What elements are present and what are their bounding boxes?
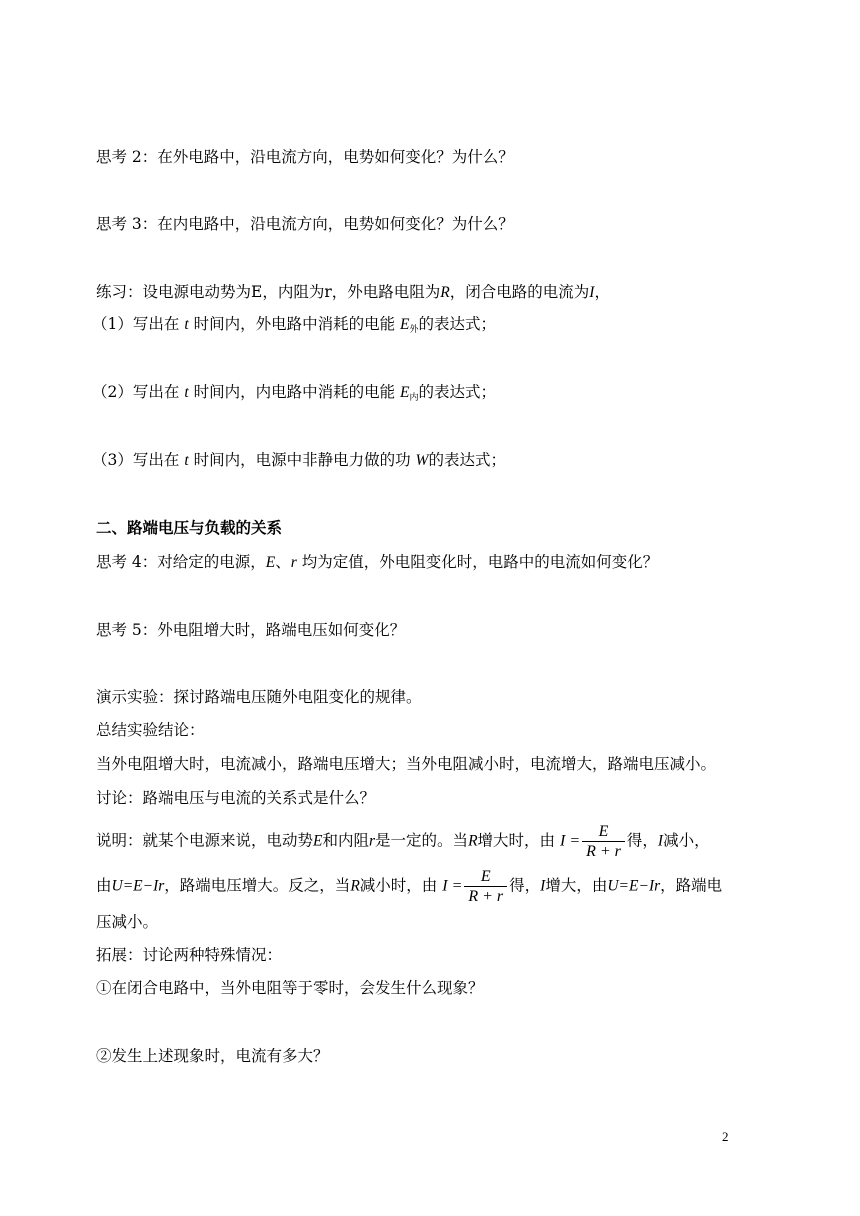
- exercise-intro: [96, 281, 790, 304]
- formula-lhs: I =: [559, 832, 581, 850]
- text: 和内阻: [322, 831, 369, 850]
- symbol-r: r: [369, 832, 376, 850]
- text: 增大时，由: [477, 831, 556, 850]
- think-4: [96, 551, 790, 574]
- case-1: ①在闭合电路中，当外电阻等于零时，会发生什么现象？: [96, 979, 484, 997]
- text: 是一定的。当: [375, 831, 469, 850]
- formula-U: U=E−Ir: [607, 877, 661, 895]
- text: 减小时，由: [359, 876, 438, 895]
- explanation-line-3: 压减小。: [96, 913, 159, 931]
- symbol-E: E: [251, 283, 263, 301]
- symbol-W: W: [415, 452, 429, 469]
- symbol-E: E: [265, 554, 276, 571]
- symbol-I: I: [589, 284, 595, 301]
- explanation-line-2: [96, 867, 790, 906]
- subscript: 内: [409, 393, 419, 403]
- text: （3）写出在: [92, 451, 180, 469]
- think-3: 思考 3：在内电路中，沿电流方向，电势如何变化？为什么？: [96, 215, 514, 233]
- formula-lhs: I =: [442, 877, 463, 895]
- symbol-t: t: [184, 316, 189, 333]
- symbol-t: t: [184, 452, 189, 469]
- think-5: 思考 5：外电阻增大时，路端电压如何变化？: [96, 621, 406, 639]
- page-number: 2: [722, 1129, 729, 1144]
- conclusion: 当外电阻增大时，电流减小，路端电压增大；当外电阻减小时，电流增大，路端电压减小。: [96, 755, 717, 773]
- text: 减小，: [663, 831, 710, 850]
- denominator: R + r: [586, 843, 621, 860]
- demo-experiment: 演示实验：探讨路端电压随外电阻变化的规律。: [96, 688, 422, 706]
- text: 的表达式；: [428, 451, 506, 469]
- text: 的表达式；: [418, 315, 497, 333]
- symbol-I: I: [540, 877, 546, 895]
- symbol-r: r: [324, 283, 332, 301]
- text: 思考 4：对给定的电源，: [96, 553, 266, 571]
- question-3: [92, 449, 790, 472]
- text: ，外电路电阻为: [331, 283, 441, 301]
- text: 练习：设电源电动势为: [96, 283, 252, 301]
- text: （2）写出在: [92, 383, 180, 401]
- symbol-R: R: [440, 284, 450, 301]
- fraction: [464, 867, 507, 906]
- summary-label: 总结实验结论：: [96, 721, 205, 739]
- text: 由: [96, 876, 112, 895]
- symbol-E: E: [400, 316, 410, 333]
- question-2: [92, 381, 790, 409]
- symbol-r: r: [290, 554, 297, 571]
- case-2: ②发生上述现象时，电流有多大？: [96, 1047, 329, 1065]
- text: ，路端电: [660, 876, 723, 895]
- text: 增大，由: [545, 876, 608, 895]
- text: ，内阻为: [262, 283, 325, 301]
- text: 说明：就某个电源来说，电动势: [96, 831, 314, 850]
- text: （1）写出在: [92, 315, 180, 333]
- text: ，闭合电路的电流为: [449, 283, 590, 301]
- extension: 拓展：讨论两种特殊情况：: [96, 946, 283, 964]
- formula-U: U=E−Ir: [111, 877, 165, 895]
- explanation-line-1: [96, 822, 790, 861]
- question-1: [92, 313, 790, 341]
- numerator: E: [464, 867, 507, 887]
- text: 得，: [509, 876, 541, 895]
- think-2: 思考 2：在外电路中，沿电流方向，电势如何变化？为什么？: [96, 148, 514, 166]
- text: 时间内，外电路中消耗的电能: [193, 315, 396, 333]
- symbol-t: t: [184, 384, 189, 401]
- separator: 、: [275, 553, 291, 571]
- text: 均为定值，外电阻变化时，电路中的电流如何变化？: [301, 553, 659, 571]
- text: ，路端电压增大。反之，当: [164, 876, 351, 895]
- symbol-E: E: [400, 384, 410, 401]
- text: 的表达式；: [418, 383, 497, 401]
- numerator: E: [582, 822, 625, 842]
- discussion: 讨论：路端电压与电流的关系式是什么？: [96, 789, 376, 807]
- symbol-R: R: [468, 832, 478, 850]
- text: 时间内，电源中非静电力做的功: [193, 451, 411, 469]
- symbol-I: I: [657, 832, 664, 850]
- denominator: R + r: [468, 888, 504, 905]
- text: 时间内，内电路中消耗的电能: [193, 383, 396, 401]
- text: ，: [594, 283, 610, 301]
- text: 得，: [626, 831, 658, 850]
- fraction: [582, 822, 625, 861]
- symbol-E: E: [313, 832, 323, 850]
- subscript: 外: [409, 325, 419, 335]
- section-2-heading: 二、路端电压与负载的关系: [96, 519, 283, 537]
- symbol-R: R: [350, 877, 360, 895]
